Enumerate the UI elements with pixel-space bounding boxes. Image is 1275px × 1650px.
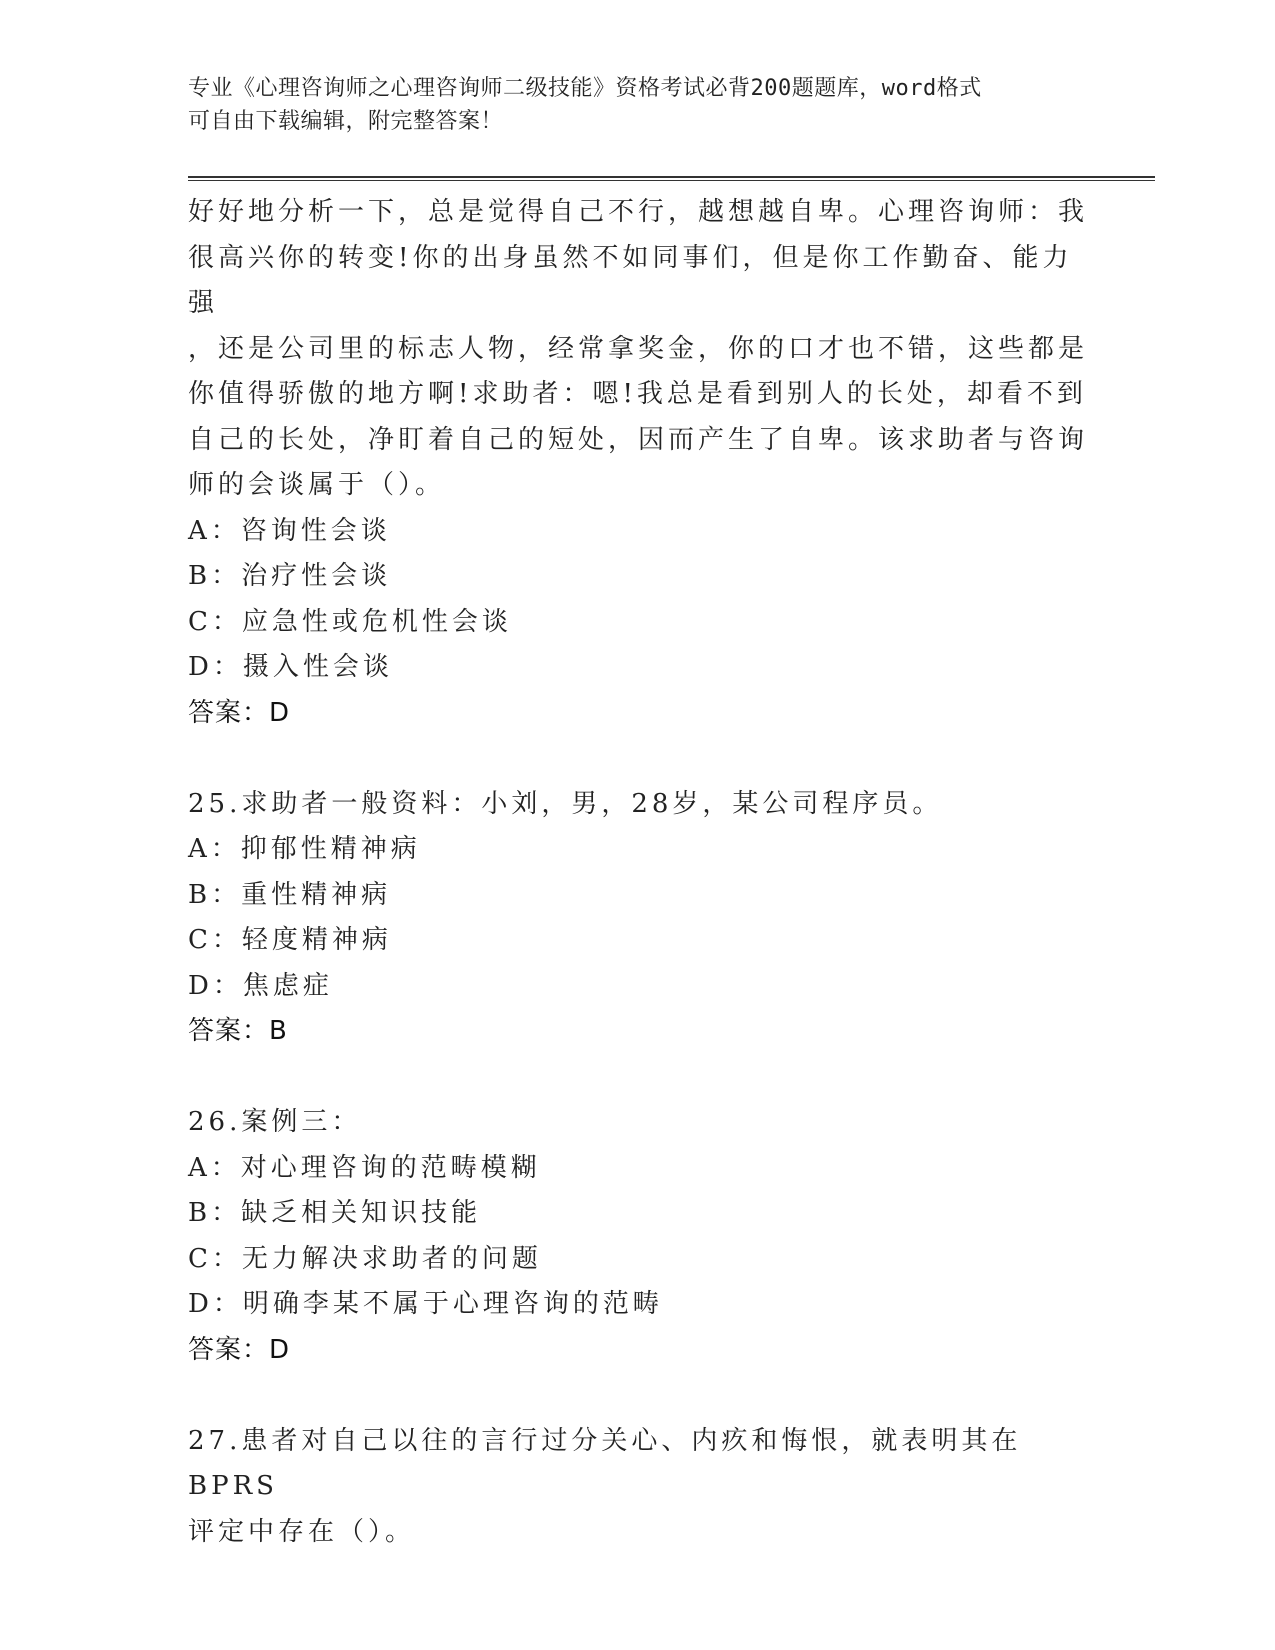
option-b: B：治疗性会谈 — [188, 561, 392, 591]
option-a: A：抑郁性精神病 — [188, 834, 421, 864]
option-a: A：咨询性会谈 — [188, 515, 391, 546]
question-text-line: 好好地分析一下，总是觉得自己不行，越想越自卑。心理咨询师：我 — [188, 197, 1089, 227]
header-title-line-1: 专业《心理咨询师之心理咨询师二级技能》资格考试必背200题题库，word格式 — [188, 76, 982, 101]
question-24-continued — [188, 190, 1088, 736]
option-c: C：无力解决求助者的问题 — [188, 1243, 542, 1274]
question-text-line: 很高兴你的转变!你的出身虽然不如同事们，但是你工作勤奋、能力强 — [188, 242, 1073, 318]
answer-line: 答案：D — [188, 697, 291, 728]
answer-line: 答案：B — [188, 1016, 288, 1046]
option-b: B：重性精神病 — [188, 879, 392, 910]
option-c: C：轻度精神病 — [188, 925, 392, 955]
question-stem: 26.案例三： — [188, 1107, 362, 1137]
question-25 — [188, 782, 1088, 1055]
option-d: D：摄入性会谈 — [188, 652, 393, 682]
spacer — [188, 1373, 1088, 1419]
header-title-line-2: 可自由下载编辑，附完整答案！ — [188, 109, 504, 134]
option-c: C：应急性或危机性会谈 — [188, 606, 512, 637]
question-27 — [188, 1419, 1088, 1556]
option-b: B：缺乏相关知识技能 — [188, 1198, 482, 1228]
option-d: D：明确李某不属于心理咨询的范畴 — [188, 1289, 663, 1319]
answer-line: 答案：D — [188, 1334, 291, 1365]
option-a: A：对心理咨询的范畴模糊 — [188, 1152, 541, 1183]
question-stem-line: 评定中存在（）。 — [188, 1516, 416, 1547]
question-stem-line: 27.患者对自己以往的言行过分关心、内疚和悔恨，就表明其在BPRS — [188, 1425, 1022, 1501]
question-26 — [188, 1100, 1088, 1373]
question-text-line: ，还是公司里的标志人物，经常拿奖金，你的口才也不错，这些都是 — [188, 333, 1089, 364]
question-text-line: 你值得骄傲的地方啊!求助者：嗯!我总是看到别人的长处，却看不到 — [188, 379, 1087, 409]
spacer — [188, 1055, 1088, 1101]
question-text-line: 自己的长处，净盯着自己的短处，因而产生了自卑。该求助者与咨询 — [188, 424, 1089, 455]
document-header — [188, 72, 1068, 138]
header-divider — [188, 176, 1155, 181]
option-d: D：焦虑症 — [188, 970, 333, 1001]
question-stem: 25.求助者一般资料：小刘，男，28岁，某公司程序员。 — [188, 788, 943, 819]
document-body — [188, 190, 1088, 1555]
spacer — [188, 736, 1088, 782]
question-text-line: 师的会谈属于（）。 — [188, 470, 446, 500]
